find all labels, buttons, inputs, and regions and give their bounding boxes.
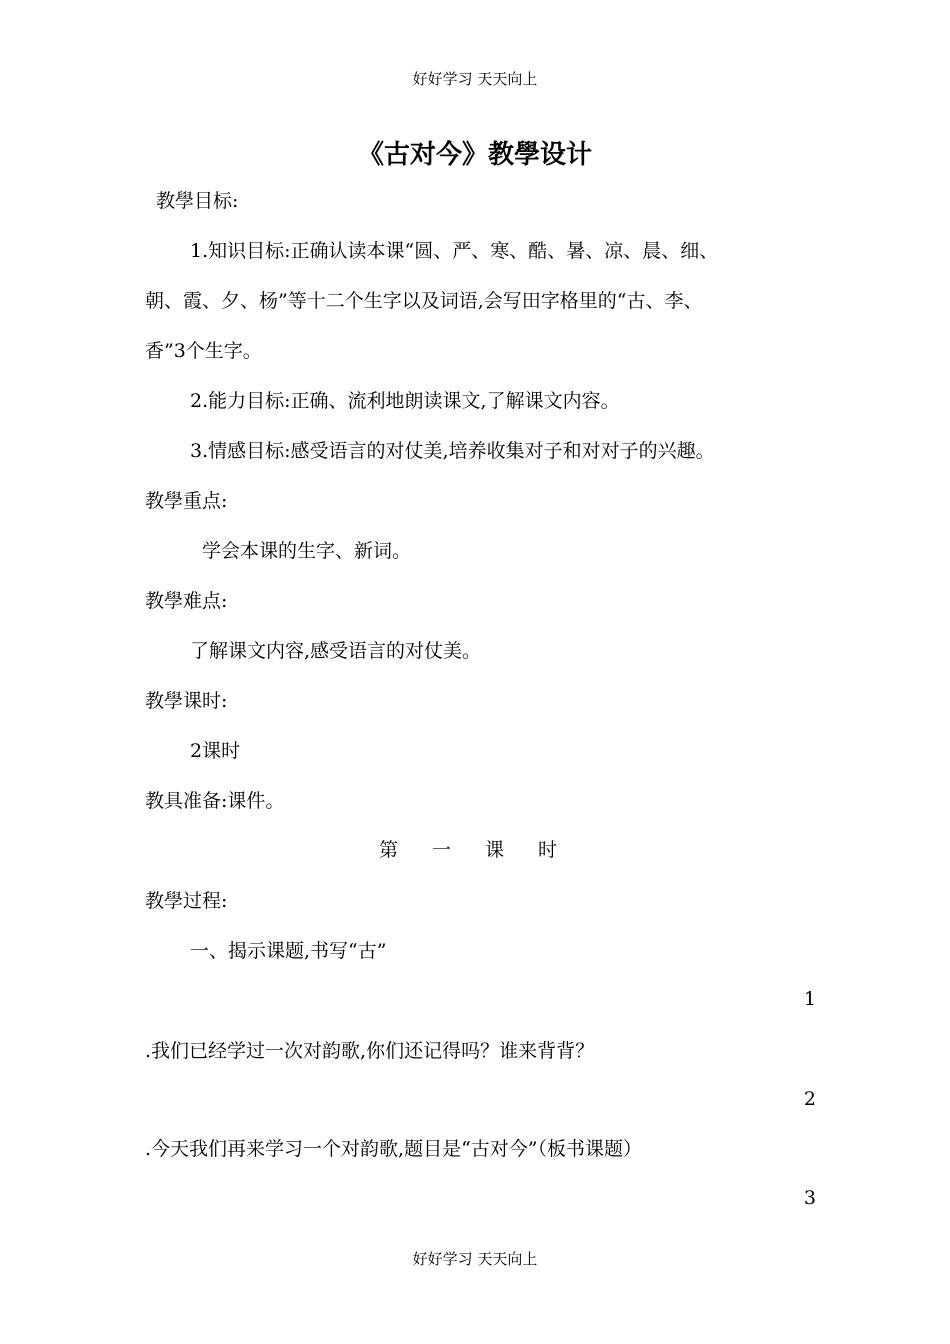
key-heading: 教學重点: — [145, 490, 228, 512]
hours-heading: 教學课时: — [145, 690, 228, 712]
goal1-line3: 香”3个生字。 — [145, 340, 262, 362]
goals-heading: 教學目标: — [156, 190, 239, 212]
item-number: 3 — [803, 1187, 816, 1209]
page-footer: 好好学习 天天向上 — [412, 1250, 538, 1268]
goal1-line1: 1.知识目标:正确认读本课“圆、严、寒、酷、暑、凉、晨、细、 — [190, 240, 719, 262]
goal3: 3.情感目标:感受语言的对仗美,培养收集对子和对对子的兴趣。 — [190, 440, 715, 462]
tools-line: 教具准备:课件。 — [145, 790, 285, 812]
hours-text: 2课时 — [190, 740, 241, 762]
item2-text: .今天我们再来学习一个对韵歌,题目是“古对今”（板书课题） — [145, 1138, 643, 1160]
hard-text: 了解课文内容,感受语言的对仗美。 — [190, 640, 482, 662]
step1-heading: 一、揭示课题,书写“古” — [190, 940, 387, 962]
page-header: 好好学习 天天向上 — [412, 70, 538, 88]
key-text: 学会本课的生字、新词。 — [202, 540, 412, 562]
lesson-title: 第 一 课 时 — [378, 839, 572, 861]
process-heading: 教學过程: — [145, 890, 228, 912]
goal2: 2.能力目标:正确、流利地朗读课文,了解课文内容。 — [190, 390, 620, 412]
document-title: 《古对今》教學设计 — [357, 140, 592, 170]
item1-text: .我们已经学过一次对韵歌,你们还记得吗？谁来背背？ — [145, 1040, 595, 1062]
hard-heading: 教學难点: — [145, 590, 228, 612]
goal1-line2: 朝、霞、夕、杨”等十二个生字以及词语,会写田字格里的“古、李、 — [145, 290, 703, 312]
item-number: 1 — [803, 988, 816, 1010]
item-number: 2 — [803, 1088, 816, 1110]
